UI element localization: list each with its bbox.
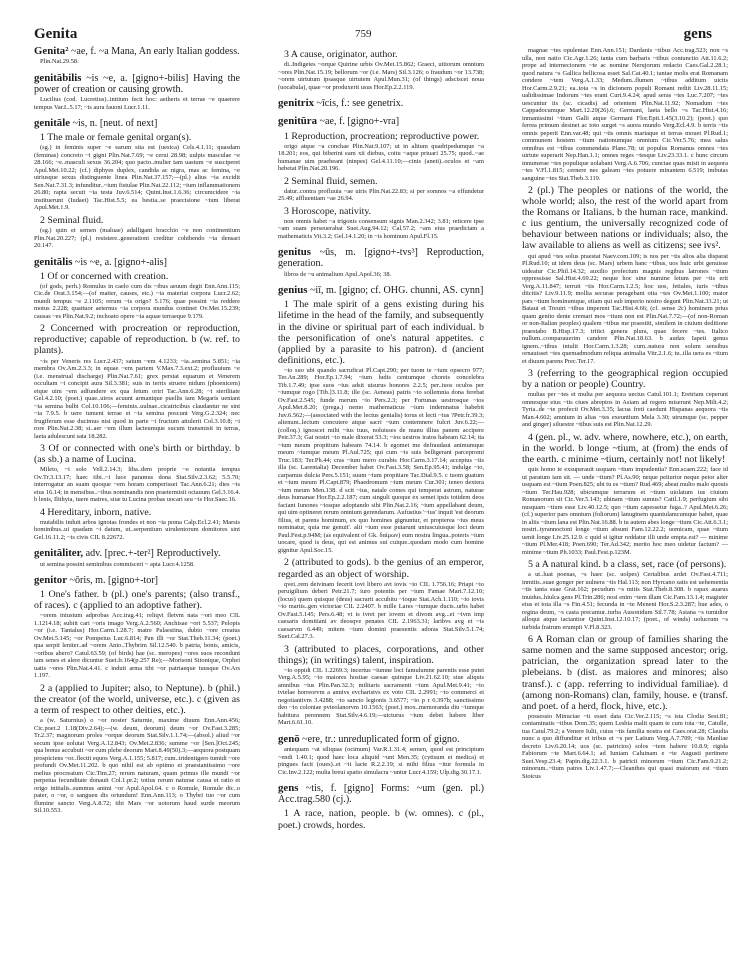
sense-definition: 1 Of or concerned with creation. [40,270,169,282]
column-middle [278,46,484,831]
headword: genius [278,284,308,297]
entry-grammar: ~ūs, m. [gigno+-tvs³] Reproduction, generation. [278,247,484,270]
citation-block: antequam ~at siliquas (ocimum) Var.R.1.31.4; semen, quod est principium ~endi 1.40.1; quod haec loca aliquid ~unt Men.35; (cytisum et medica) et pingues facit (oues)..et ~it lacte R.2.2.19; si mihi filius ~itur formula in Cic.Inv.2.122; multa breui spatio simulacra ~untur Lucr.4.159; Ulp.dig.30.17.1. [278,746,484,776]
page-number: 759 [355,28,372,40]
sense-definition: 3 Of or connected with one's birth or birthday. b (as sb.) a name of Lucina. [34,443,240,466]
entry-grammar: ~ae, f. ~a Mana, An early Italian goddess. [70,46,240,57]
sense-definition: 4 (gen. pl., w. adv. where, nowhere, etc.), on earth, in the world. b longe ~tium, at (from) the ends of the earth. c minime ~tium, certainly not! not likely! [522,431,728,465]
dictionary-entry-heading [34,46,240,57]
sense-definition: 2 (attributed to gods). b the genius of an emperor, regarded as an object of worship. [278,557,484,580]
right-guide-word: gens [683,26,712,42]
column-left [34,46,240,815]
citation-block: (sg.) quin et semen (maluae) adalligant bracchio ~e non continentium Plin.Nat.20.227; (pl.) resistere..generationi creditur cohibendo ~ia densari 20.147. [34,227,240,249]
dictionary-entry-heading [34,257,240,268]
headword: genitūra [278,115,317,128]
sense-definition: 3 (attributed to places, corporations, and other things); (in writings) talent, inspiration. [278,643,484,666]
sense-definition: 2 Seminal fluid. [40,214,104,226]
headword: genitus [278,246,311,259]
citation-block: non omnis habet ~a trigonis consensum signis Man.2.342; 3.81; reticere ipse ~am suam perseuerabat Suet.Aug.94.12; Cal.57.2; ~am eius praedictam a mathematicis Vit.3.2; Gel.14.1.20; in ~is hominum Apul.Fl.15. [278,217,484,240]
sense-definition: 6 A Roman clan or group of families sharing the same nomen and the same supposed ancestor; orig. patrician, the organization spread later to the plebeians. b (dist. as maiores and minores; also transf.). c (app. referring to individual familiae). d (among non-Romans) clan, family, house. e (transf. and poet. of a herd, flock, hive, etc.). [522,634,728,712]
sense-definition: 3 A cause, originator, author. [284,49,398,60]
entry-grammar: ~ere, tr.: unreduplicated form of gigno. [302,733,460,745]
sense-definition: 3 (referring to the geographical region occupied by a nation or people) Country. [522,368,728,391]
citation-block: qui apud ~tes solus praestat Naev.com.109; is nos per ~tis alios alia disparat Pl.Rud.10; ut idem deus (sc. Mars) urbem hanc ~tibus, uos huic urbi genuisse uideatur Cic.Phil.14.32; auxilio profectum magnis regibus latrones ~tium oppressisse Sal.Hist.4.69.22; neque hoc sine numine letum per ~tis erit Verg.A.11.847; terruit ~tis Hor.Carm.1.2.5; hoc uos, fetiales, iuris ~tibus diicitis? Liv.9.11.9; mollia securae peragebant otia ~tes Ov.Met.1.100; maior pars ~tium hominumque, etiam qui sub imperio nostro degunt Plin.Nat.33.21; ut Bataui et Treuiri ~tibus imperent Tac.Hist.4.66; (cf. sense 2c) hominem prius quam genito dente cremari mos ~tium non est Plin.Nat.7.72;—(of non-Roman or non-Italian peoples) qualem ~tibus me praestiti, similem in ciuium deditione praestabo B.Hisp.17.3; tritici genera plura, quae fecere ~tes. Italico nullum..comparauerim candore Plin.Nat.18.63. b audax Iapeti genus ignem..~tibus intulit Hor.Carm.1.3.28; cum..natura non solum sensibus ornauisset ~tes quemadmodum reliqua animalia Vitr.2.1.6; tu..illa uera es ~tium et diuum parens Prec.Ter.17. [522,252,728,365]
left-guide-word: Genita [34,26,78,42]
entry-grammar: ~is, n. [neut. of next] [72,118,158,130]
citation-block: datur..contra profluuia ~ae uiris Plin.Nat.22.83; si per somnos ~a effundetur 25.49; affluentiam ~ae 26.94. [278,187,484,203]
citation-block: ~io suo ubi quando sacruficat Pl.Capt.290; per tuom te ~ium opsecro 977; Ter.An.289; Hor.Ep.1.7.94; ~ium ludis centumque choreis concelebra Tib.1.7.49; ipse suos ~ius adsit uisurus honores 2.2.5; per..tuos oculos per ~iumque rogo [Tib.]3.11.8; ille (sc. Aeneas) patris ~io sollemnia dona ferebat Ov.Fast.2.545; funde merum ~io Pers.2.3; per Fortunas uestrosque ~ios Apul.Met.8.20; (prega.) nemo mathematicus ~ium indemnatus habebit Juv.6.562;—(associated with the lectus genialis) torus et lecti ~ius ?Petr.fr.39.3; alienum..lectum concutere atque sacri ~ium contemnere fulcri Juv.6.22;—(colloq.) ignoscet mihi ~ius tuus, noluisses de manu illius panem accipere Petr.37.3; Gai nostri ~io male dixerat 53.3; ~ios uestros iratos habeam 62.14; ita ~ium meum propitium habeam 74.14. b egomet me defraudaui animumque meum ~iumque meum Pl.Aul.725; qui cum ~is suis belligerant parcepromi Truc.183; Ter.Ph.44; cras ~ium mero curabis Hor.Carm.3.17.14; acceptus ~iis illa (sc. Larentalia) December habet Ov.Fast.3.58; Sen.Ep.95.41; indulge ~io, carpamus dulcia Pers.5.151; suum ~ium propitiare Tac.Dial.9.5. c tuom guatum et ~ium meum Pl.Capt.879; Phaedromum ~ium meum Cur.301; teneo dextera ~ium meum Men.138. d scit ~ius, natale comes qui temperat astrum, naturae deus humanae Hor.Ep.2.2.187; cum singuli quoque ex semet ipsis totidem deos faciant Iunones ~iosque adoptando sibi Plin.Nat.2.16; ~ium appellabant deum, qui uim optineret rerum omnium gerendarum. Aufustius '~ius' inquit 'est deorum filius, et parens hominum, ex quo homines gignuntur, et propterea ~ius meus nominatur, quia me genuit'. alii ~ium esse putarunt uniuscuiusque loci deum Paul.Fest.p.94M; (as equivalent of Gk. δαίμων) eum nostra lingua..poteris ~ium uocare, quod is deus, qui est animus sui cuique..quodam modo cum homine gignitur Apul.Soc.15. [278,366,484,554]
entry-grammar: ~tis, f. [gigno] Forms: ~um (gen. pl.) Acc.trag.580 (cj.). [278,783,485,806]
citation-block: di..Indigetes ~orque Quirine urbis Ov.Met.15.862; Graeci, uitiorum omnium ~ores Plin.Nat.15.19; bellorum ~or (i.e. Mars) Sil.3.126; o fraudum ~or 13.738; ~orem uirtutum ipsasque uirtutem Apul.Mun.31; (of things) adsciscet noua (uocabula), quae ~or produxerit usus Hor.Ep.2.2.119. [278,61,484,91]
citation-block: quis homo te exsuperauit usquam ~tium impudentia? Enn.scaen.222; face id ut paratum iam sit. — unde ~tium? Pl.As.90; neque peiiurior neque peior alter usquam est ~tium Poen.825; ubi tu es ~tium? Rud.469; abeat multo malo quouis ~tium Ter.Hau.928; ubicumque terrarum et ~tium uiolatum ius ciuium Romanorum sit Cic.Ver.5.143; ubinam ~tium sumus? Catil.1.9; perfugium sibi nusquam ~tium esse Liv.40.12.5; quo ~tium capessetur fuga..? Apul.Met.6.26; (cf.) superior pars omnium (foliorum) lanuginem quantulamcumque habet, quae in aliis ~tium lana est Plin.Nat.16.88. b tu autem abes longe ~tium Cic.Att.6.3.1; nostri..tyrannoctoni longe ~tium absunt Fam.12.22.2; uomicam, quae ~tium uenit longe Liv.25.12.9. c quid si igitur reddatur illi unde empta est? — minime ~tium Pl.Mer.418; Poen.690; Ter.Ad.342; merito hoc meo uidetur factum? — minime ~tium Ph.1033; Paul.Fest.p.123M. [522,466,728,556]
headword: genō [278,732,300,745]
dictionary-entry-heading [34,548,240,559]
sense-definition: 1 One's father. b (pl.) one's parents; (also transf., of races). c (applied to an adoptive father). [34,589,240,612]
citation-block: mutabilis induit arbos ignotas frondes et non ~ia poma Calp.Ecl.2.41; Marsis hominibus..ui quadam ~i datum, ut..serpentium uirulentorum domitores sint Gel.16.11.2; ~is civis CIL 8.22672. [34,518,240,541]
citation-block: a (w. Saturnius) o ~or noster Saturnie, maxime diuum Enn.Ann.456; Cic.poet.2 1.18(Div.2.64);—(w. deum, deorum) deum ~or Ov.Fast.3.285; Tr.2.37; magnorum proles ~orque deorum Stat.Silv.1.1.74;—(absol.) aliud ~or secum ipse uolutat Verg.A.12.843; Ov.Met.2.836; summe ~or [Sen.]Oct.245; qua bonus accubuit ~or cum plebe deorum Mart.8.49(50).3;—aequora postquam prospiciens ~or..flectit equos Verg.A.1.155; 5.817; cum..tridentigero tumidi ~ore profundi Ov.Met.11.202. b quo nihil est ab optimo et praestantissimo ~ore melius procreatum Cic.Tim.27; rerum naturam, quam primus ille mundi ~or perpetua fecunditate donauit Col.1.pr.2; totius rerum naturae causa et ratio et origo initialis..summus animi ~or Apul.Apol.64. c o Romule, Romule dic..o pater, o ~or, o sanguen dis oriundum! Enn.Ann.113; o Thybri tuo ~or cum flumine sancto Verg.A.8.72; tibi Mars ~or uotorum haud surde meorum Sil.10.553. [34,717,240,815]
dictionary-entry-heading [278,247,484,269]
citation-block: ut semina possint seminibus commisceri ~ apta Lucr.4.1258. [40,560,195,568]
citation-block: magnae ~tes opulentae Enn.Ann.151; Dardanis ~tibus Acc.trag.523; non ~s ulla, non natio Cic.Agr.1.26; tanta cum barbaris ~tibus coniunctio Att.11.6.2; prope ad internecionem ~te ac nomine Nerujorum redacto Caes.Gal.2.28.1; quod natura ~s Gallica bellicosa esset Sal.Cat.40.1; tantae molis erat Romanam condere ~tem Verg.A.1.33; Medum..flumen ~tibus additum uictis Hor.Carm.2.9.21; ea..tota ~s in dicionem populi Romani rediit Liv.28.11.15; ualidissimae Indorum ~tes erant Curt.9.4.24; apud seras ~tes Luc.7.207; ~tes uescuntur iis (sc. cicadis) ad orientem Plin.Nat.11.92; Nomadum ~tes Cappadocumque Mart.12.29(26).6; Germani, laeta bello ~s Tac.Hist.4.16; inmanissimi ~tium Galli atque Germani Flor.Epit.1.45(3.10.2); (poet.) quo ferrea primum desinet ac toto surget ~s aurea mundo Verg.Ecl.4.9. b terris ~tis omnis peperit Enn.var.48; qui ~tis omnis mariaque et terras mouet Pl.Rud.1; communem hostem ~tium nationumque omnium Cic.Ver.5.76; mea salus omnibus est ~tibus commendata Planc.78; ut populus Romanus omnes ~tes uirtute superarit Nep.Han.1.1; omnes reges ~tesque Liv.23.33.1. c hunc circum innumerae ~tes populique uolabant Verg.A.6.706; cunctae quas misit in aequora ~tes V.Fl.1.815; cernere nec galeam ~tes potuere minantem 6.519; imbutas sanguine ~tes Stat.Theb.3.119. [522,47,728,182]
dictionary-entry-heading [34,118,240,129]
headword: genitor [34,574,67,587]
citation-block: Mileto, ~i solo Vell.2.14.3; liba..dem proprie ~e notantia tempus Ov.Tr.3.13.17; haec tibi..~i luce paramus dona Stat.Silv.2.3.62; 5.5.70; interrogatur an suam quoque ~em horam comperisset Tac.Ann.6.21; dies ~is eius 16.14; in mensibus..~ibus nominandis non praetermisit octauum Gel.3.16.4. b lenis, Ilithyia, tuere matres, siue tu Lucina probas uocari seu ~is Hor.Saec.16. [34,466,240,504]
citation-block: ~is per Veneris res Lucr.2.437; satum ~em 4.1233; ~ia..semina 5.851; ~ia membra Ov.Am.2.3.3; in equae ~em partem V.Max.7.3.ext.2; profluuium ~e (i.e. menstrual discharge) Plin.Nat.7.61; grex perstat equarum et Venerem occultam ~i concipit aura Sil.3.381; suis in terris struere nidum (phoenicem) eique uim ~em adfundere ex qua fetum oriri Tac.Ann.6.28; ~i sterilitate Gel.4.2.10; (poet.) quae..uiros acuunt armantque puellis iam Megaris ueniant ~ia semina bulbi Col.10.106;—feminis..uulnae..cicatricibus claudantur ne sint ~ia 7.9.5. b uere tument terrae et ~ia semina poscunt Verg.G.2.324; nec frugiferum esse ducimus nisi quod in parte ~i fructum attulerit Col.3.10.8; ~i rore Plin.Nat.2.38; si..aer ~em illum lacteumque sucum transmisit in terras, laeta adulescunt sata 18.282. [34,357,240,440]
column-right [522,46,728,780]
entry-grammar: ~iī, m. [gigno; cf. OHG. chunni, AS. cynn] [309,285,484,297]
dictionary-entry-heading [34,575,240,586]
dictionary-entry-heading [278,116,484,127]
page-header [0,26,750,46]
sense-definition: 1 The male or female genital organ(s). [40,132,192,144]
sense-definition: 2 Seminal fluid, semen. [284,175,378,187]
citation-block: Lucilius (cod. Lucretius)..initium fecit hoc: aetheris et terrae ~e quaerere tempus Var.L.5.17; ~is aura fauoni Lucr.1.11. [34,96,240,111]
sense-definition: 3 Horoscope, nativity. [284,205,372,217]
headword: Genita² [34,45,69,57]
entry-grammar: ~ae, f. [gigno+-vra] [319,116,400,128]
dictionary-entry-heading [278,783,484,805]
citation-block: (sg.) in feminis super ~e earum sita est (uesica) Cels.4.1.11; quasdam (feminas) concreto ~i gigni Plin.Nat.7.69; ~e cerui 28.98; uulpis masculae ~e 28.166; ~e..masculi sexus 36.204; quo pacto..mulier tam uastum ~e susciperet Apul.Met.10.22; (cf.) diphyes duplex, candida ac nigra, mas ac femina, ~e utriusque sexus distinguente linea Plin.Nat.37.157;—(pl.) alius ~ia excidit Sen.Nat.7.31.3; infunditur..~ium fistulae Plin.Nat.22.112; ~ium inflammationem 26.80; rapta secuit ~ia testa Juv.6.514; Quint.Inst.1.6.36; circumcidere ~ia instituerunt (Iudaei) Tac.Hist.5.5; ea bestia..se praecisione ~ium liberat Apul.Met.1.9. [34,144,240,212]
headword: genitrix [278,97,314,110]
sense-definition: 1 The male spirit of a gens existing during his lifetime in the head of the family, and subsequently in the divine or spiritual part of each individual. b the personification of one's natural appetites. c (applied by a parasite to his patron). d (ancient definitions, etc.). [278,299,484,366]
citation-block: ~orem iniustum adprobas Acc.trag.41; reliqvi fletvm nata ~ori meo CIL 1.1214.18; subiit cari ~oris imago Verg.A.2.560; Anchisae ~ori 5.537; Pelopis ~or (i.e. Tantalus) Hor.Carm.1.28.7; matre Palaestina, dubio ~ore creatus Ov.Met.5.145; ~or Pompeius Luc.6.814; Pan illi ~or Stat.Theb.11.34; (poet.) qua serpit leniter..ad ~orem Anio..Thybrim Sil.12.540. b patria, bonis, amicis, ~oribus abero? Catul.63.59; (of birds) hae (sc. meropes) ~ores suos recondunt iam senes et alere dicuntur Suet.fr.164(p.257 Re);—Morisoni Sitonique, Orphei uatis ~ores Plin.Nat.4.41. c induit arma tibi ~or patriaeque tuusque Ov.Ars 1.197. [34,612,240,680]
citation-block: qvei..rem deivinam fecerit iovi libero avt iovis ~io CIL 1.756.16; Priapi ~io peruigilium deberi Petr.21.7; iuro potentis per ~ium Famae Mart.7.12.10; (locus) quem quisque (deus) sacrarit accubitu ~ioque Stat.Ach.1.110; ~io iovis ~io martis..gen victoriae CIL 2.2407. b mille Lares ~iumque ducis..urbs habet Ov.Fast.5.145; Pers.6.48; vt is ivret per iovem et divom avg...et ~ivm imp caesaris domitiani av deosqve penates CIL 2.1963.31; laribvs avg et ~is caesarvm 6.449; mitem ~ium domini praesentis adoras Stat.Silv.5.1.74; Suet.Cal.27.3. [278,580,484,641]
sense-definition: 2 Concerned with procreation or reproduction, reproductive; capable of reproduction. b (w. ref. to plants). [34,323,240,357]
citation-block: libros de ~u animalium Apul.Apol.36; 38. [284,270,392,278]
headword: genitālis [34,255,73,268]
citation-block: Plin.Nat.29.58. [40,58,79,66]
headword: genitābilis [34,71,82,84]
entry-grammar: ~is ~e, a. [gigno+-bilis] Having the power of creation or causing growth. [34,72,240,95]
dictionary-entry-heading [278,98,484,109]
headword: genitāliter, [34,547,84,560]
sense-definition: 2 a (applied to Jupiter; also, to Neptune). b (phil.) the creator (of the world, universe, etc.). c (given as a term of respect to other deities, etc.). [34,682,240,717]
dictionary-entry-heading [278,734,484,745]
citation-block: a ut..luat poenas, ~s haec (sc. uolpes) Cerialibus ardet Ov.Fast.4.711; inmitis..suae gonger per uulnera ~tis Hal.113; non Hyrcano satis est uehementia ~tis tanta suae Grat.162; pecudum ~s mitis Stat.Theb.8.308. b rapax auarus inuidus..hiulca gens Pl.Trin.286; nosi enim ~tem illam Cic.Fam.13.1.4; magister eius et tota illa ~s Fin.4.51; fecunda in ~te Meneni Hor.S.2.3.287; hue ades, o regina deum, ~s casta precamur..turba Ausonidum Sil.7.78; Asiana ~s tumidior alloqui atque iactantior Quint.Inst.12.10.17; (poet., of winds) uolucrum ~s turbida fratrum erumpit V.Fl.8.323. [522,571,728,631]
entry-grammar: ~īcis, f.: see genetrix. [316,98,404,110]
citation-block: multas per ~tes et multa per aequora uectus Catul.101.1; Eretriam ceperunt omnesque eius ~tis ciues abreptos in Asiam ad regem miserunt Nep.Milt.4.2; Tyria..de ~te profecti Ov.Met.3.35; lacua freti caedunt Hispanas aequora ~tis Man.4.602; amnium in alias ~tes exeuntium Mela 3.30; utrumque (sc. pepper and ginger) siluestre ~tibus suis est Plin.Nat.12.29. [522,391,728,429]
headword: gens [278,782,299,795]
dictionary-entry-heading [34,73,240,95]
citation-block: origo atque ~a conchae Plin.Nat.9.107; ut in alitum quadripedumque ~a 18.201; eos, qui biberint eam xii diebus, coitu ~aque priuari 25.75; quod..~ae humanae uim praebeant (ninpes) Gel.4.11.10;—cinis (aneti)..oculos et ~am hebetat Plin.Nat.20.196. [278,142,484,173]
citation-block: (of gods, perh.) Romulus in caelo cum dis ~ibus aeuum degit Enn.Ann.115; Cic.de Orat.3.154;—(of matter, causes, etc.) ~ia materiai corpora Lucr.2.62; mundi tempus ~e 2.1105; rerum ~is origo? 5.176; quae possint ~ia reddere motus 2.228; quattuor aeternus ~ia corpora mundus continet Ov.Met.15.239; causas ~es Plin.Nat.9.2; inchoato opere ~ia aquae terraeque 9.179. [34,282,240,320]
entry-grammar: ~is ~e, a. [gigno+-alis] [74,256,167,268]
sense-definition: 2 (pl.) The peoples or nations of the world, the whole world; also, the rest of the world apart from the Romans or Italians. b the human race, mankind. c ius gentium, the universally recognized code of behaviour between nations or individuals; also, the law available to aliens as well as citizens; see ivs². [522,185,728,252]
entry-grammar: adv. [prec.+-ter²] Reproductively. [85,548,221,560]
sense-definition: 4 Hereditary, inborn, native. [40,506,152,518]
sense-definition: 1 A race, nation, people. b (w. omnes). c (pl., poet.) crowds, hordes. [278,808,484,831]
sense-definition: 1 Reproduction, procreation; reproductive power. [284,130,480,142]
headword: genitāle [34,117,70,130]
sense-definition: 5 a A natural kind. b a class, set, race (of persons). [528,559,727,571]
dictionary-entry-heading [278,285,484,296]
citation-block: possessio Minuciae ~ti esset data Cic.Ver.2.115; ~s ista Clodia Sest.81; contaminatis ~tibus Dom.35; quem Lesbia malit quam te cum tota ~te, Catulle, tua Catul.79.2; a Venere Iulii, cuius ~tis familia nostra est Caes.orat.28; Claudia nunc a quo diffunditur et tribus et ~s per Latium Verg.A.7.709; ~tis Manliae decreto Liv.6.20.14; uos (sc. patricios) solos ~tem habere 10.8.9; rigida Fabiorum ~te Mart.6.64.1; ad Iuniam Caluinam e ~te Augusti pertinere Suet.Vesp.23.4; Papin.dig.22.3.1. b patricii minorum ~tium Cic.Fam.9.21.2; minorum..~tium patres Liv.1.47.7;—Cleanthes qui quasi maiorum est ~tium Stoicus [522,712,728,780]
citation-block: ~io oppidi CIL 1.2269.3; incertus ~iumne loci famulumne parentis esse putet Verg.A.5.95; ~io maiores hostiae caesae quinque Liv.21.62.10; siue aliquis amnibus ~ius Plin.Pan.32.3; militaris sacramenti ~ium Apul.Met.9.41; ~io tvtelae horreorvm a annivs evcharistvs ex voto CIL 2.2991; ~io commerci et negotiantivm 3.4288; ~io sancto legionis 3.6577; ~io p r 6.397b; sanctissimo deo ~io coloniae pvteolanorvm 10.1563; (poet.) mox..memoranda diu ~iumque habitura perennem Stat.Silv.4.6.19;—uicturus ~ium debet habere liber Mart.6.61.10. [278,666,484,727]
entry-grammar: ~ōris, m. [gigno+-tor] [69,575,159,587]
